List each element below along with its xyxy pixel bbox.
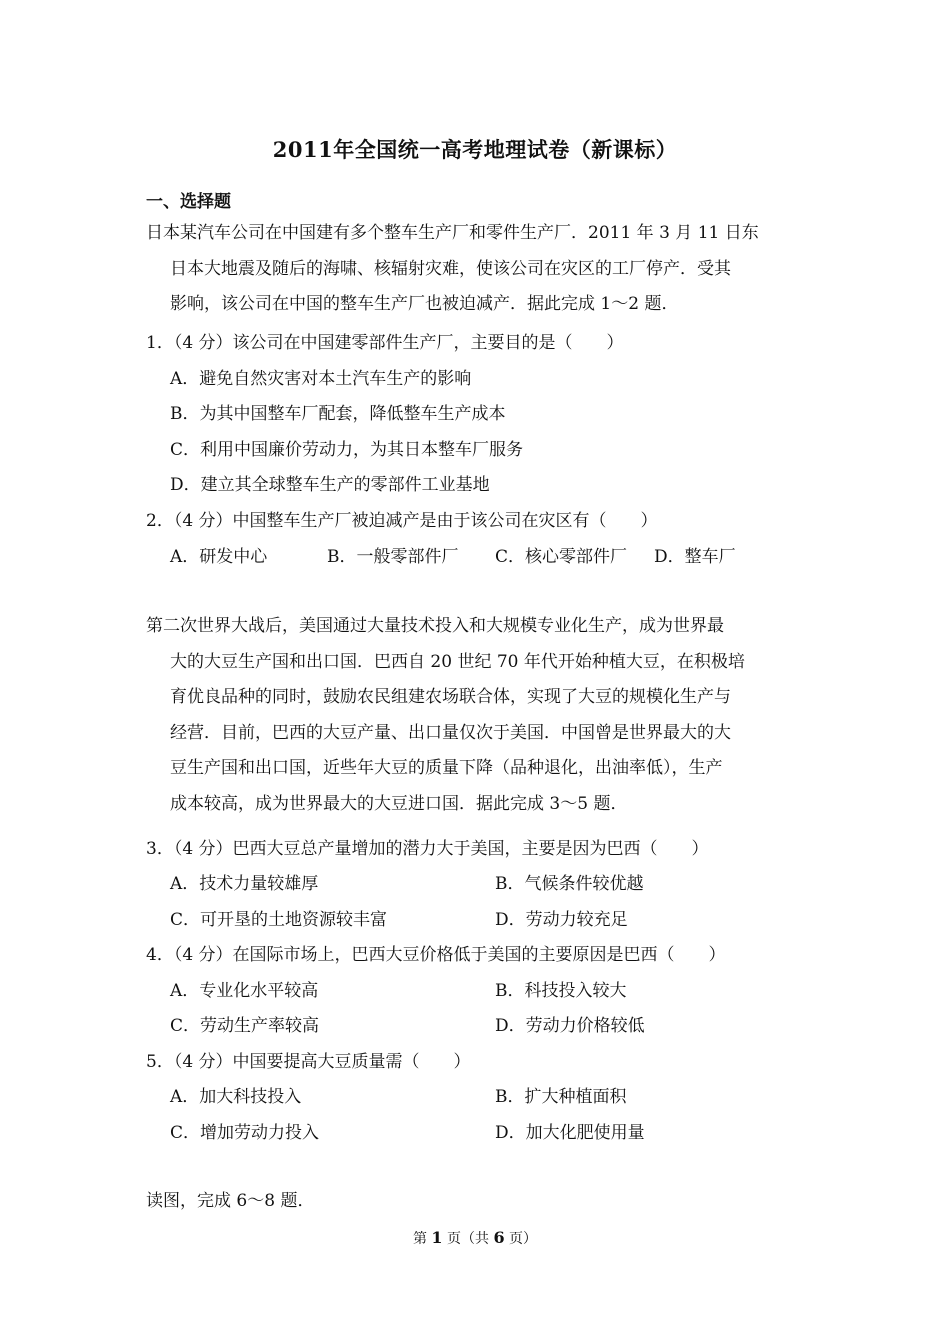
question-1-stem: 1．（4 分）该公司在中国建零部件生产厂，主要目的是（ ）: [146, 333, 624, 353]
passage-line: 影响，该公司在中国的整车生产厂也被迫减产．据此完成 1～2 题．: [170, 294, 679, 314]
question-2-option-a[interactable]: A．研发中心: [170, 547, 268, 567]
footer-prefix: 第: [412, 1231, 432, 1247]
question-4-stem: 4．（4 分）在国际市场上，巴西大豆价格低于美国的主要原因是巴西（ ）: [146, 945, 726, 965]
map-prompt: 读图，完成 6～8 题．: [146, 1191, 315, 1211]
question-4-option-d[interactable]: D．劳动力价格较低: [495, 1016, 645, 1036]
question-3-option-d[interactable]: D．劳动力较充足: [495, 910, 628, 930]
passage-line: 日本某汽车公司在中国建有多个整车生产厂和零件生产厂．2011 年 3 月 11 日东: [146, 223, 759, 243]
question-1-option-a[interactable]: A．避免自然灾害对本土汽车生产的影响: [170, 369, 472, 389]
section-heading: 一、选择题: [146, 192, 231, 212]
footer-suffix: 页）: [504, 1231, 538, 1247]
question-4-option-b[interactable]: B．科技投入较大: [495, 981, 627, 1001]
question-2-option-c[interactable]: C．核心零部件厂: [495, 547, 628, 567]
question-2-stem: 2．（4 分）中国整车生产厂被迫减产是由于该公司在灾区有（ ）: [146, 511, 658, 531]
question-3-option-b[interactable]: B．气候条件较优越: [495, 874, 644, 894]
passage-line: 经营．目前，巴西的大豆产量、出口量仅次于美国．中国曾是世界最大的大: [170, 722, 731, 743]
passage-line: 豆生产国和出口国，近些年大豆的质量下降（品种退化，出油率低），生产: [170, 758, 723, 778]
question-1-option-c[interactable]: C．利用中国廉价劳动力，为其日本整车厂服务: [170, 440, 524, 460]
footer-middle: 页（共: [442, 1231, 494, 1247]
page-title: 2011年全国统一高考地理试卷（新课标）: [272, 137, 678, 162]
question-5-option-d[interactable]: D．加大化肥使用量: [495, 1123, 645, 1143]
page-footer: [0, 1228, 950, 1248]
passage-line: 日本大地震及随后的海啸、核辐射灾难，使该公司在灾区的工厂停产．受其: [170, 258, 731, 279]
question-3-option-c[interactable]: C．可开垦的土地资源较丰富: [170, 910, 388, 930]
passage-soybean: [146, 609, 806, 822]
question-4-option-a[interactable]: A．专业化水平较高: [170, 981, 319, 1001]
passage-line: 育优良品种的同时，鼓励农民组建农场联合体，实现了大豆的规模化生产与: [170, 687, 731, 707]
question-3-option-a[interactable]: A．技术力量较雄厚: [170, 874, 319, 894]
question-2-option-b[interactable]: B．一般零部件厂: [327, 547, 459, 567]
question-5-option-c[interactable]: C．增加劳动力投入: [170, 1123, 320, 1143]
question-5-option-b[interactable]: B．扩大种植面积: [495, 1087, 627, 1107]
question-1-option-d[interactable]: D．建立其全球整车生产的零部件工业基地: [170, 475, 490, 495]
question-2-option-d[interactable]: D．整车厂: [654, 547, 736, 567]
passage-japan-auto: [146, 216, 806, 323]
question-5-stem: 5．（4 分）中国要提高大豆质量需（ ）: [146, 1052, 471, 1072]
question-5-option-a[interactable]: A．加大科技投入: [170, 1087, 302, 1107]
passage-line: 第二次世界大战后，美国通过大量技术投入和大规模专业化生产，成为世界最: [146, 616, 724, 636]
footer-total-pages: 6: [493, 1228, 505, 1247]
passage-line: 大的大豆生产国和出口国．巴西自 20 世纪 70 年代开始种植大豆，在积极培: [170, 651, 745, 672]
passage-line: 成本较高，成为世界最大的大豆进口国．据此完成 3～5 题．: [170, 793, 628, 814]
question-3-stem: 3．（4 分）巴西大豆总产量增加的潜力大于美国，主要是因为巴西（ ）: [146, 839, 709, 859]
question-1-option-b[interactable]: B．为其中国整车厂配套，降低整车生产成本: [170, 404, 506, 424]
question-4-option-c[interactable]: C．劳动生产率较高: [170, 1016, 320, 1036]
footer-page-number: 1: [431, 1228, 443, 1247]
